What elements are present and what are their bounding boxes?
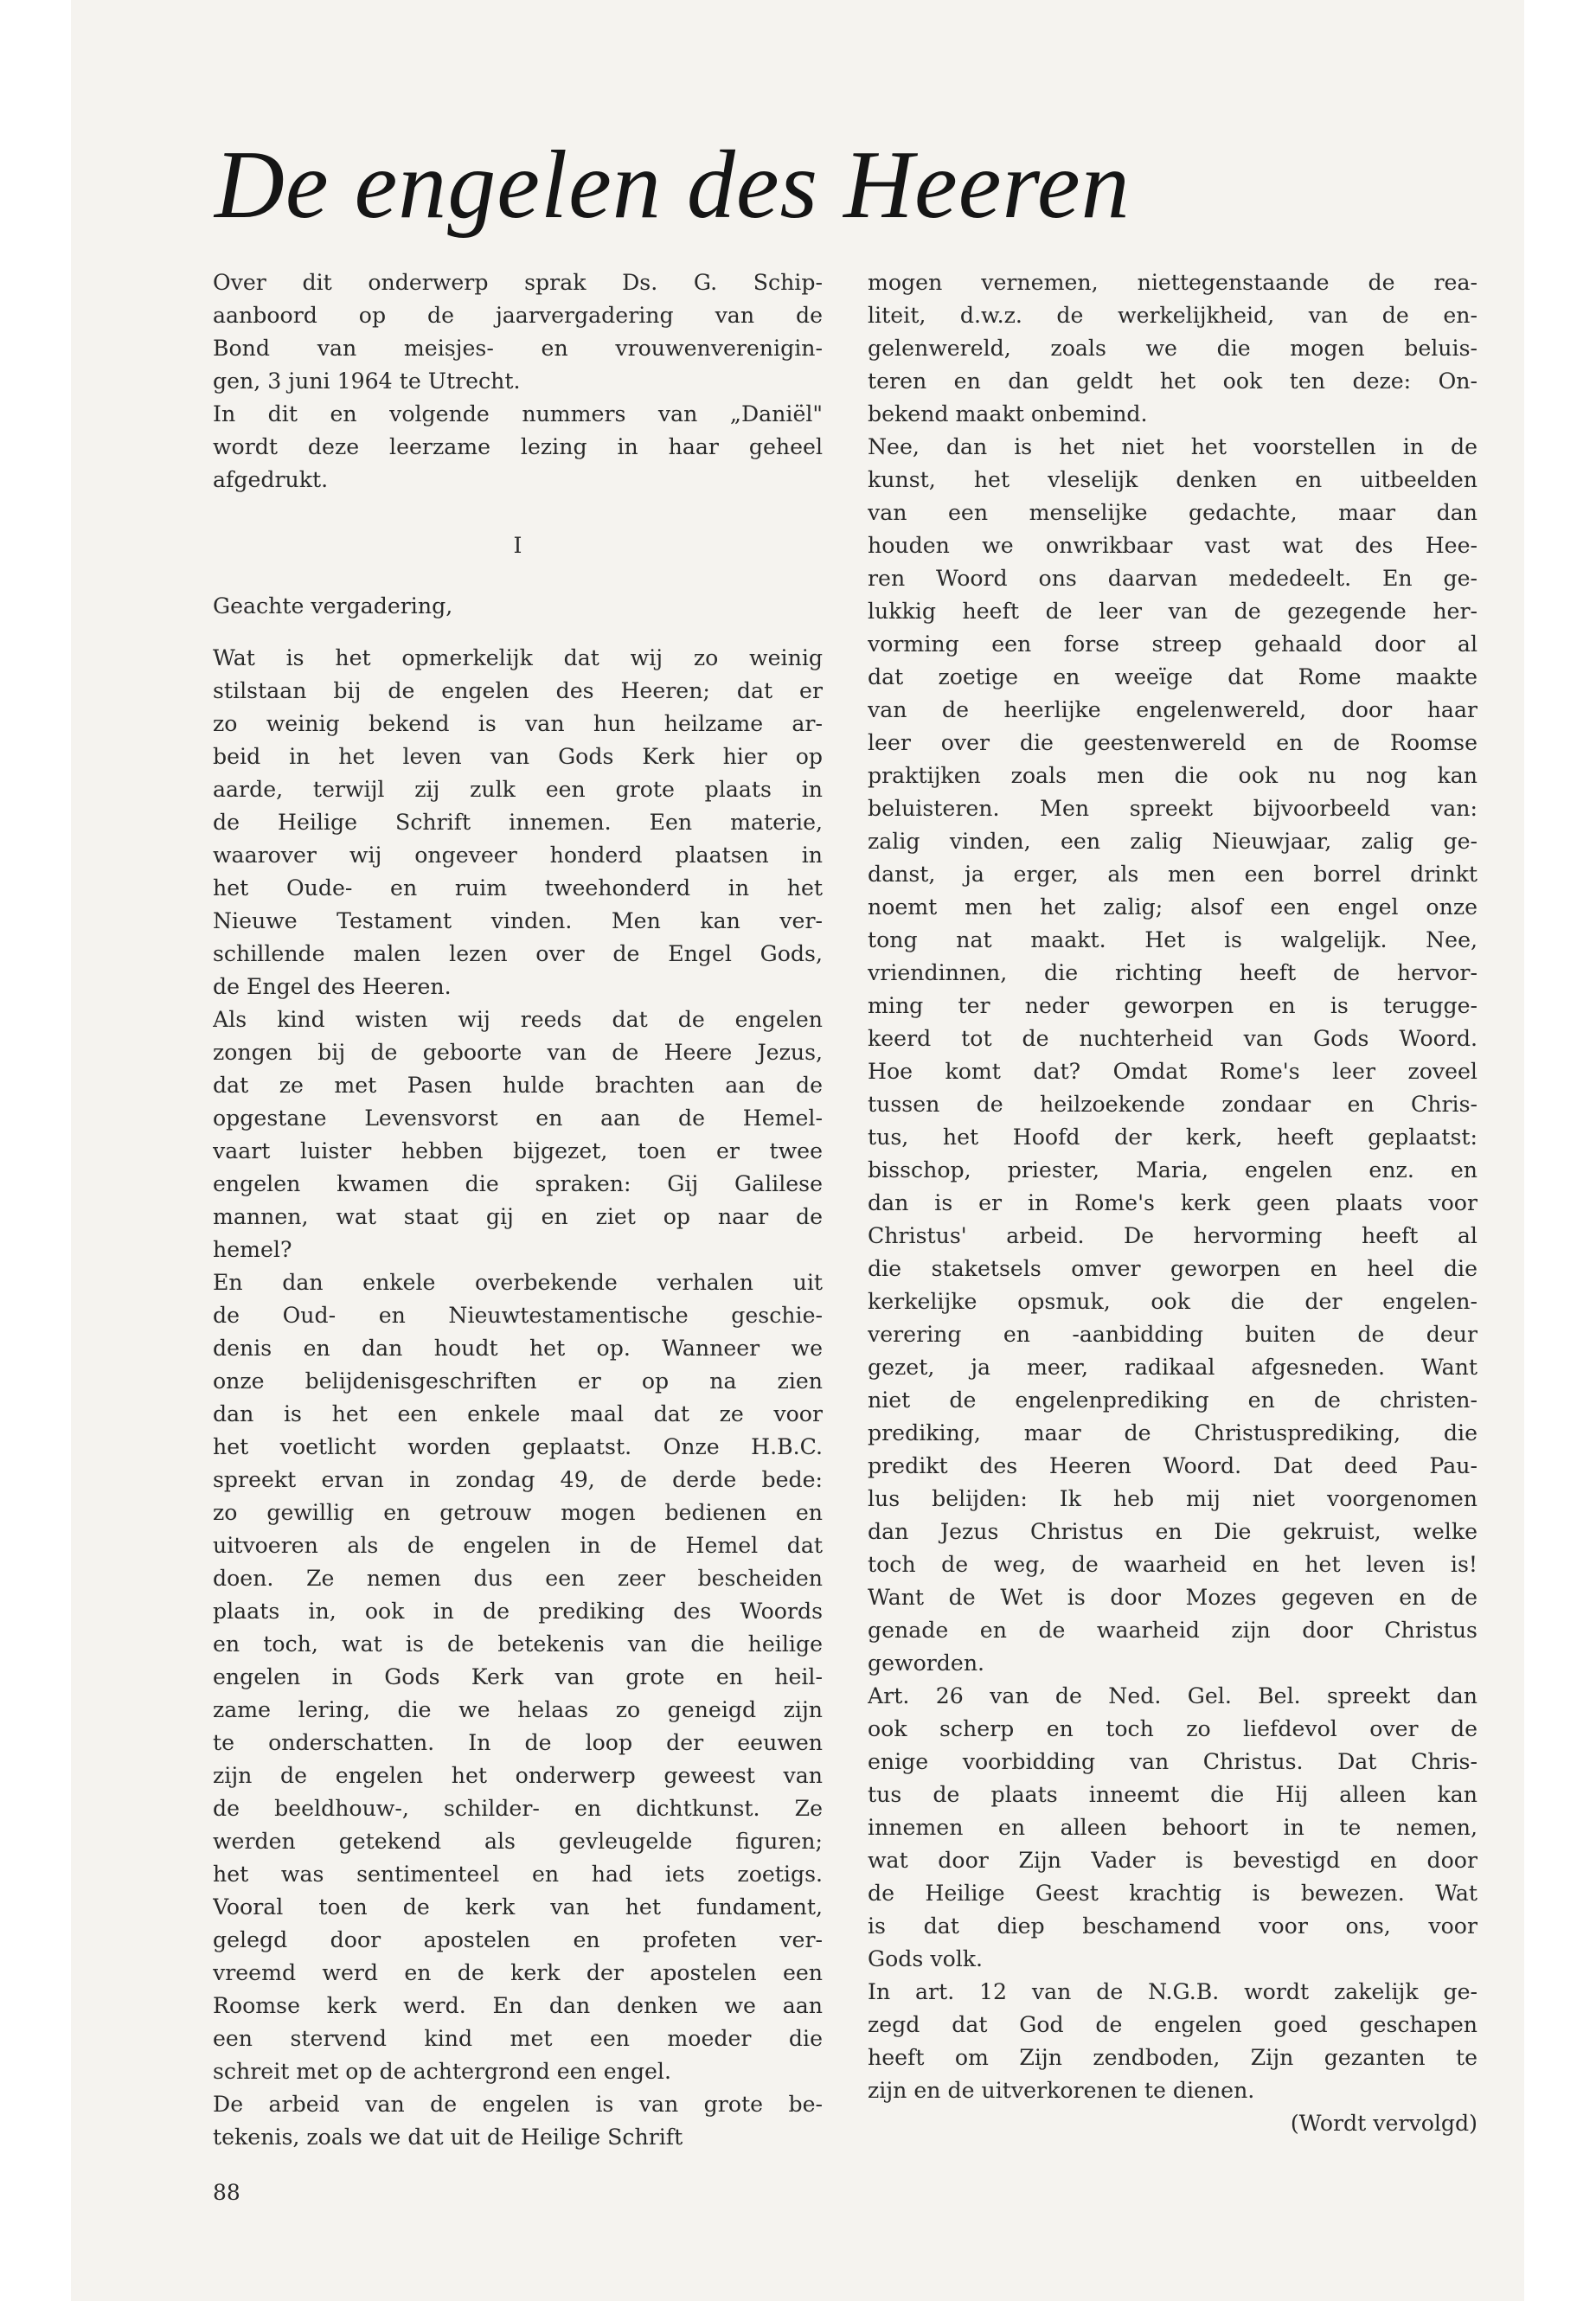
section-numeral: I	[513, 533, 522, 558]
body-paragraph	[213, 1266, 823, 2088]
text-line: de Engel des Heeren.	[213, 974, 452, 999]
text-line: te onderschatten. In de loop der eeuwen	[213, 1730, 823, 1755]
text-line: zongen bij de geboorte van de Heere Jezus,	[213, 1040, 823, 1065]
right-body	[868, 266, 1477, 2107]
text-line: leer over die geestenwereld en de Roomse	[868, 730, 1477, 755]
left-body	[213, 642, 823, 2154]
text-line: geworden.	[868, 1650, 985, 1676]
text-line: tussen de heilzoekende zondaar en Chris-	[868, 1092, 1477, 1117]
text-line: vreemd werd en de kerk der apostelen een	[213, 1960, 823, 1985]
text-line: plaats in, ook in de prediking des Woords	[213, 1599, 823, 1624]
text-line: hemel?	[213, 1237, 292, 1262]
body-paragraph	[213, 1003, 823, 1266]
text-line: spreekt ervan in zondag 49, de derde bede:	[213, 1467, 823, 1492]
text-line: zo gewillig en getrouw mogen bedienen en	[213, 1500, 823, 1525]
text-line: innemen en alleen behoort in te nemen,	[868, 1815, 1477, 1840]
text-line: dan Jezus Christus en Die gekruist, welke	[868, 1519, 1477, 1544]
text-line: en toch, wat is de betekenis van die heilige	[213, 1631, 823, 1657]
scan-margin	[0, 0, 71, 2301]
text-line: praktijken zoals men die ook nu nog kan	[868, 763, 1477, 788]
text-line: de Heilige Schrift innemen. Een materie,	[213, 810, 823, 835]
text-line: teren en dan geldt het ook ten deze: On-	[868, 369, 1477, 394]
text-line: de beeldhouw-, schilder- en dichtkunst. Ze	[213, 1796, 823, 1821]
text-line: wat door Zijn Vader is bevestigd en door	[868, 1848, 1477, 1873]
text-line: verering en -aanbidding buiten de deur	[868, 1322, 1477, 1347]
text-line: schreit met op de achtergrond een engel.	[213, 2059, 671, 2084]
text-line: zijn de engelen het onderwerp geweest van	[213, 1763, 823, 1788]
text-line: Vooral toen de kerk van het fundament,	[213, 1894, 823, 1920]
text-line: zijn en de uitverkorenen te dienen.	[868, 2078, 1255, 2103]
text-line: engelen in Gods Kerk van grote en heil-	[213, 1664, 823, 1689]
text-line: En dan enkele overbekende verhalen uit	[213, 1270, 823, 1295]
text-line: stilstaan bij de engelen des Heeren; dat er	[213, 678, 823, 703]
intro-paragraph	[213, 266, 823, 398]
text-line: is dat diep beschamend voor ons, voor	[868, 1913, 1477, 1939]
text-line: Hoe komt dat? Omdat Rome's leer zoveel	[868, 1059, 1477, 1084]
text-line: denis en dan houdt het op. Wanneer we	[213, 1336, 823, 1361]
text-line: beluisteren. Men spreekt bijvoorbeeld van:	[868, 796, 1477, 821]
text-line: Wat is het opmerkelijk dat wij zo weinig	[213, 645, 823, 670]
text-line: uitvoeren als de engelen in de Hemel dat	[213, 1533, 823, 1558]
text-line: dat ze met Pasen hulde brachten aan de	[213, 1073, 823, 1098]
article-title: De engelen des Heeren	[215, 131, 1131, 239]
text-line: heeft om Zijn zendboden, Zijn gezanten te	[868, 2045, 1477, 2070]
body-paragraph	[213, 2088, 823, 2154]
text-line: tus de plaats inneemt die Hij alleen kan	[868, 1782, 1477, 1807]
text-line: noemt men het zalig; alsof een engel onze	[868, 894, 1477, 920]
text-line: Christus' arbeid. De hervorming heeft al	[868, 1223, 1477, 1248]
text-line: keerd tot de nuchterheid van Gods Woord.	[868, 1026, 1477, 1051]
text-line: van een menselijke gedachte, maar dan	[868, 500, 1477, 525]
text-line: die staketsels omver geworpen en heel die	[868, 1256, 1477, 1281]
right-column	[868, 266, 1477, 2140]
text-line: doen. Ze nemen dus een zeer bescheiden	[213, 1566, 823, 1591]
text-line: zegd dat God de engelen goed geschapen	[868, 2012, 1477, 2037]
text-line: zalig vinden, een zalig Nieuwjaar, zalig ge-	[868, 829, 1477, 854]
text-line: De arbeid van de engelen is van grote be-	[213, 2092, 823, 2117]
intro-line: Bond van meisjes- en vrouwenverenigin-	[213, 336, 823, 361]
left-column	[213, 266, 823, 2154]
text-line: lukkig heeft de leer van de gezegende her-	[868, 599, 1477, 624]
text-line: Nieuwe Testament vinden. Men kan ver-	[213, 908, 823, 933]
text-line: niet de engelenprediking en de christen-	[868, 1388, 1477, 1413]
text-line: bekend maakt onbemind.	[868, 401, 1148, 426]
text-line: vriendinnen, die richting heeft de hervor-	[868, 960, 1477, 985]
text-line: dan is er in Rome's kerk geen plaats voor	[868, 1190, 1477, 1215]
intro-line: gen, 3 juni 1964 te Utrecht.	[213, 369, 521, 394]
text-line: enige voorbidding van Christus. Dat Chris-	[868, 1749, 1477, 1774]
text-line: prediking, maar de Christusprediking, die	[868, 1420, 1477, 1445]
text-line: Gods volk.	[868, 1946, 984, 1971]
text-line: vorming een forse streep gehaald door al	[868, 631, 1477, 657]
body-paragraph	[868, 1976, 1477, 2107]
text-line: mogen vernemen, niettegenstaande de rea-	[868, 270, 1477, 295]
text-line: kunst, het vleselijk denken en uitbeelden	[868, 467, 1477, 492]
text-line: liteit, d.w.z. de werkelijkheid, van de en-	[868, 303, 1477, 328]
text-line: onze belijdenisgeschriften er op na zien	[213, 1368, 823, 1394]
text-line: mannen, wat staat gij en ziet op naar de	[213, 1204, 823, 1229]
text-line: vaart luister hebben bijgezet, toen er twee	[213, 1138, 823, 1163]
text-line: het was sentimenteel en had iets zoetigs.	[213, 1862, 823, 1887]
text-line: Nee, dan is het niet het voorstellen in de	[868, 434, 1477, 459]
salutation: Geachte vergadering,	[213, 593, 453, 619]
intro-line: wordt deze leerzame lezing in haar geheel	[213, 434, 823, 459]
body-paragraph	[868, 1680, 1477, 1976]
text-line: tekenis, zoals we dat uit de Heilige Schrift	[213, 2125, 683, 2150]
text-line: dat zoetige en weeïge dat Rome maakte	[868, 664, 1477, 689]
text-line: zo weinig bekend is van hun heilzame ar-	[213, 711, 823, 736]
text-line: dan is het een enkele maal dat ze voor	[213, 1401, 823, 1426]
text-line: gezet, ja meer, radikaal afgesneden. Want	[868, 1355, 1477, 1380]
text-line: de Heilige Geest krachtig is bewezen. Wat	[868, 1881, 1477, 1906]
text-line: engelen kwamen die spraken: Gij Galilese	[213, 1171, 823, 1196]
text-line: genade en de waarheid zijn door Christus	[868, 1618, 1477, 1643]
text-line: ren Woord ons daarvan mededeelt. En ge-	[868, 566, 1477, 591]
text-line: zame lering, die we helaas zo geneigd zijn	[213, 1697, 823, 1722]
intro-line: Over dit onderwerp sprak Ds. G. Schip-	[213, 270, 823, 295]
text-line: het voetlicht worden geplaatst. Onze H.B.C.	[213, 1434, 823, 1459]
text-line: het Oude- en ruim tweehonderd in het	[213, 875, 823, 901]
text-line: een stervend kind met een moeder die	[213, 2026, 823, 2051]
text-line: opgestane Levensvorst en aan de Hemel-	[213, 1106, 823, 1131]
text-line: waarover wij ongeveer honderd plaatsen in	[213, 843, 823, 868]
text-line: tus, het Hoofd der kerk, heeft geplaatst:	[868, 1125, 1477, 1150]
text-line: In art. 12 van de N.G.B. wordt zakelijk ge-	[868, 1979, 1477, 2004]
text-line: bisschop, priester, Maria, engelen enz. en	[868, 1157, 1477, 1183]
text-line: houden we onwrikbaar vast wat des Hee-	[868, 533, 1477, 558]
text-line: de Oud- en Nieuwtestamentische geschie-	[213, 1303, 823, 1328]
continued-note: (Wordt vervolgd)	[1290, 2111, 1477, 2136]
intro-line: afgedrukt.	[213, 467, 329, 492]
body-paragraph	[868, 431, 1477, 1680]
intro-paragraph-2	[213, 398, 823, 497]
page-number: 88	[213, 2180, 240, 2205]
text-line: tong nat maakt. Het is walgelijk. Nee,	[868, 927, 1477, 952]
text-line: beid in het leven van Gods Kerk hier op	[213, 744, 823, 769]
text-line: kerkelijke opsmuk, ook die der engelen-	[868, 1289, 1477, 1314]
intro-line: In dit en volgende nummers van „Daniël"	[213, 401, 823, 426]
body-paragraph	[868, 266, 1477, 431]
text-line: van de heerlijke engelenwereld, door haar	[868, 697, 1477, 722]
text-line: ming ter neder geworpen en is terugge-	[868, 993, 1477, 1018]
text-line: aarde, terwijl zij zulk een grote plaats in	[213, 777, 823, 802]
text-line: ook scherp en toch zo liefdevol over de	[868, 1716, 1477, 1741]
text-line: lus belijden: Ik heb mij niet voorgenomen	[868, 1486, 1477, 1511]
text-line: Want de Wet is door Mozes gegeven en de	[868, 1585, 1477, 1610]
text-line: predikt des Heeren Woord. Dat deed Pau-	[868, 1453, 1477, 1478]
text-line: toch de weg, de waarheid en het leven is!	[868, 1552, 1477, 1577]
text-line: Art. 26 van de Ned. Gel. Bel. spreekt dan	[868, 1683, 1477, 1708]
text-line: Roomse kerk werd. En dan denken we aan	[213, 1993, 823, 2018]
text-line: werden getekend als gevleugelde figuren;	[213, 1829, 823, 1854]
text-line: gelenwereld, zoals we die mogen beluis-	[868, 336, 1477, 361]
text-line: danst, ja erger, als men een borrel drinkt	[868, 862, 1477, 887]
text-line: Als kind wisten wij reeds dat de engelen	[213, 1007, 823, 1032]
text-line: schillende malen lezen over de Engel Gods,	[213, 941, 823, 966]
text-line: gelegd door apostelen en profeten ver-	[213, 1927, 823, 1952]
intro-line: aanboord op de jaarvergadering van de	[213, 303, 823, 328]
body-paragraph	[213, 642, 823, 1003]
